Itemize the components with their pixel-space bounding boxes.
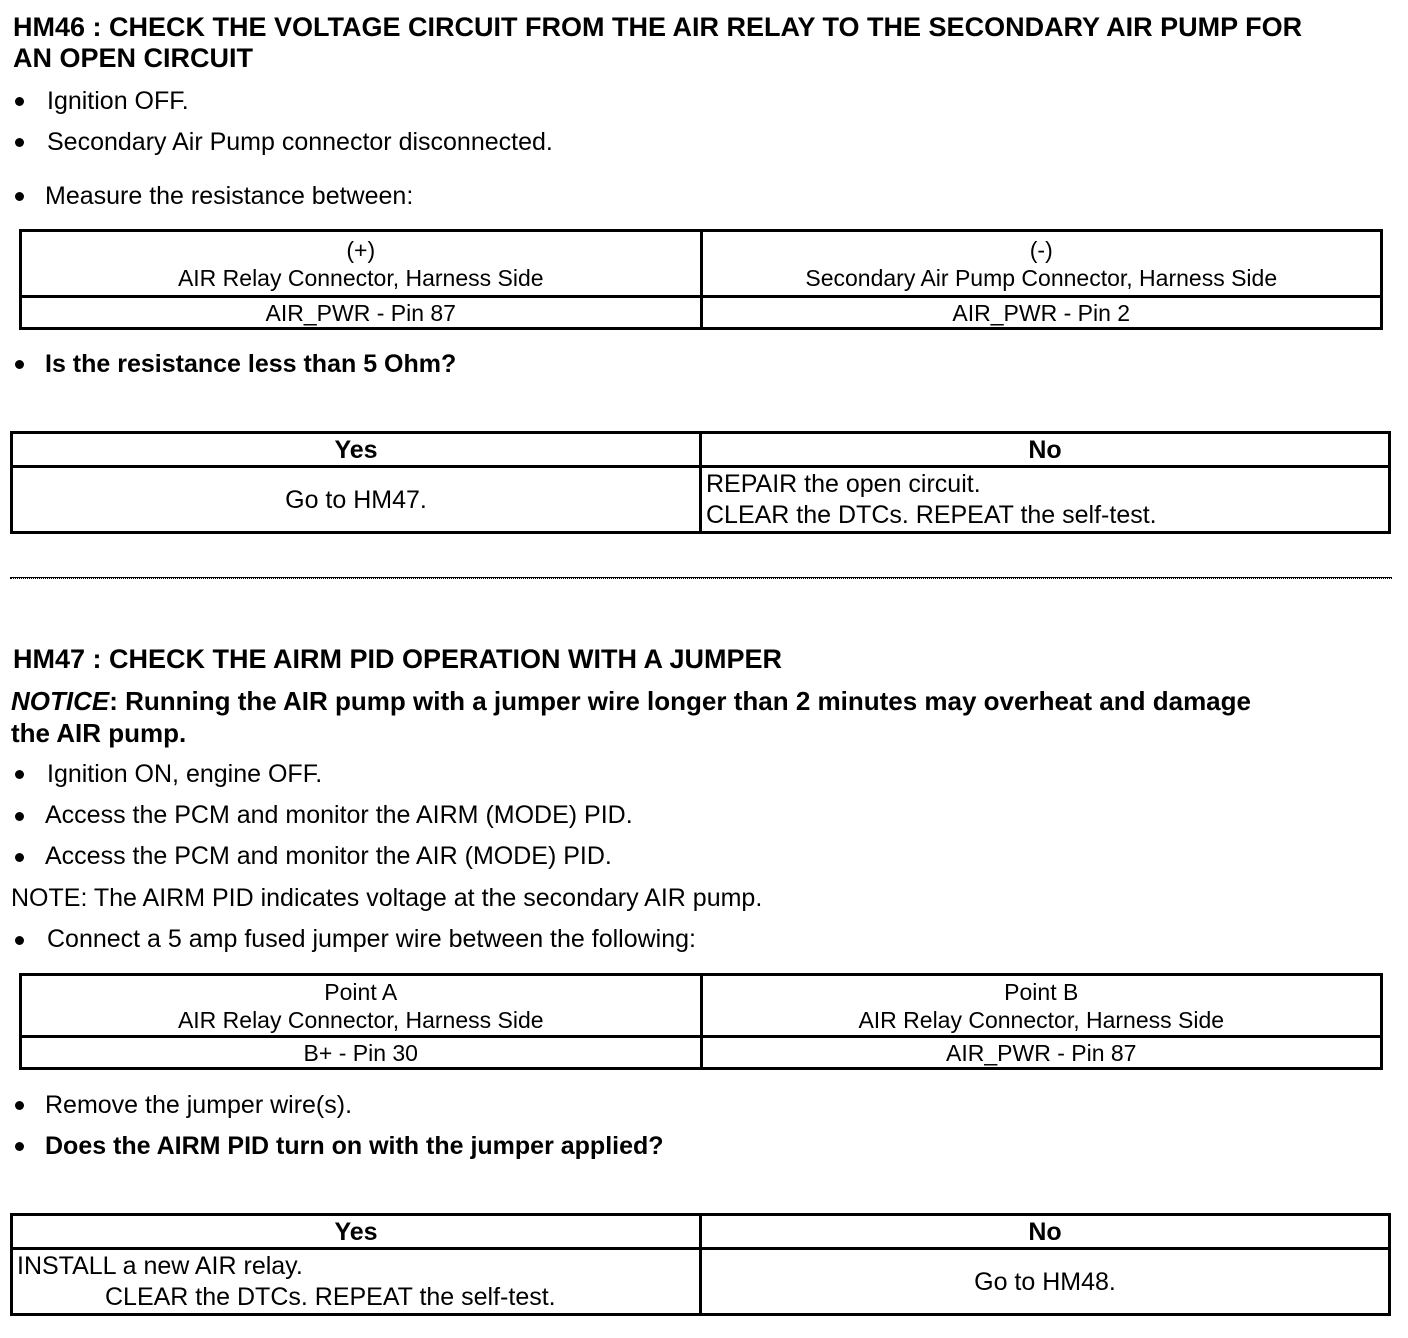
yes-answer xyxy=(12,1249,701,1315)
bullet-icon xyxy=(15,853,24,862)
table-row xyxy=(21,297,1382,329)
no-answer-line1: REPAIR the open circuit. xyxy=(706,469,981,498)
bullet-icon xyxy=(15,812,24,821)
hm47-step-remove: Remove the jumper wire(s). xyxy=(45,1091,353,1119)
table-header-row xyxy=(21,975,1382,1037)
jumper-col1-header xyxy=(21,975,702,1037)
hm47-note: NOTE: The AIRM PID indicates voltage at the secondary AIR pump. xyxy=(11,884,763,912)
notice-text: : Running the AIR pump with a jumper wire longer than 2 minutes may overheat and damage xyxy=(109,686,1251,716)
hm47-step-airm: Access the PCM and monitor the AIRM (MODE) PID. xyxy=(45,801,633,829)
yes-header: Yes xyxy=(12,1215,701,1249)
measure-col1-label: AIR Relay Connector, Harness Side xyxy=(177,264,544,291)
bullet-icon xyxy=(15,1101,24,1110)
hm47-step-ignition: Ignition ON, engine OFF. xyxy=(47,760,323,788)
no-answer: Go to HM48. xyxy=(701,1249,1390,1315)
bullet-icon xyxy=(15,936,24,945)
yes-answer: Go to HM47. xyxy=(12,467,701,533)
jumper-col1-value: B+ - Pin 30 xyxy=(21,1037,702,1069)
table-header-row xyxy=(21,231,1382,297)
hm46-step-measure: Measure the resistance between: xyxy=(45,182,414,210)
bullet-icon xyxy=(15,138,24,147)
yes-header: Yes xyxy=(12,433,701,467)
no-answer xyxy=(701,467,1390,533)
table-row xyxy=(21,1037,1382,1069)
hm46-step-ignition: Ignition OFF. xyxy=(47,87,189,115)
hm46-title-line2: AN OPEN CIRCUIT xyxy=(13,43,254,73)
bullet-icon xyxy=(15,360,24,369)
hm46-answer-table xyxy=(10,431,1391,534)
measure-col1-value: AIR_PWR - Pin 87 xyxy=(21,297,702,329)
yes-answer-line1: INSTALL a new AIR relay. xyxy=(17,1251,303,1280)
bullet-icon xyxy=(15,97,24,106)
measure-col1-header xyxy=(21,231,702,297)
hm47-title: HM47 : CHECK THE AIRM PID OPERATION WITH A JUMPER xyxy=(13,644,783,674)
no-header: No xyxy=(701,433,1390,467)
table-row xyxy=(12,1249,1390,1315)
jumper-col2-point: Point B xyxy=(1004,978,1079,1005)
section-divider xyxy=(10,577,1392,579)
yes-answer-line2: CLEAR the DTCs. REPEAT the self-test. xyxy=(105,1282,556,1311)
hm47-notice-line1 xyxy=(11,686,1251,716)
measure-col1-sign: (+) xyxy=(346,236,376,263)
table-header-row xyxy=(12,1215,1390,1249)
jumper-col1-label: AIR Relay Connector, Harness Side xyxy=(177,1006,544,1033)
bullet-icon xyxy=(15,770,24,779)
measure-col2-label: Secondary Air Pump Connector, Harness Side xyxy=(805,264,1278,291)
no-answer-line2: CLEAR the DTCs. REPEAT the self-test. xyxy=(706,500,1157,529)
hm47-step-connect: Connect a 5 amp fused jumper wire between the following: xyxy=(47,925,696,953)
hm46-question: Is the resistance less than 5 Ohm? xyxy=(45,350,457,378)
measure-col2-sign: (-) xyxy=(1029,236,1053,263)
hm47-jumper-table xyxy=(19,973,1383,1070)
measure-col2-header xyxy=(701,231,1382,297)
notice-label: NOTICE xyxy=(11,686,110,716)
jumper-col1-point: Point A xyxy=(324,978,398,1005)
hm47-question: Does the AIRM PID turn on with the jumper applied? xyxy=(45,1132,664,1160)
hm46-step-connector: Secondary Air Pump connector disconnected. xyxy=(47,128,553,156)
no-header: No xyxy=(701,1215,1390,1249)
jumper-col2-value: AIR_PWR - Pin 87 xyxy=(701,1037,1382,1069)
jumper-col2-header xyxy=(701,975,1382,1037)
hm47-notice-line2: the AIR pump. xyxy=(11,718,187,748)
measure-col2-value: AIR_PWR - Pin 2 xyxy=(701,297,1382,329)
hm46-measure-table xyxy=(19,229,1383,330)
hm46-title-line1: HM46 : CHECK THE VOLTAGE CIRCUIT FROM THE AIR RELAY TO THE SECONDARY AIR PUMP FOR xyxy=(13,12,1303,42)
bullet-icon xyxy=(15,1142,24,1151)
table-row xyxy=(12,467,1390,533)
bullet-icon xyxy=(15,192,24,201)
hm47-step-air: Access the PCM and monitor the AIR (MODE) PID. xyxy=(45,842,612,870)
hm47-answer-table xyxy=(10,1213,1391,1316)
table-header-row xyxy=(12,433,1390,467)
jumper-col2-label: AIR Relay Connector, Harness Side xyxy=(858,1006,1225,1033)
